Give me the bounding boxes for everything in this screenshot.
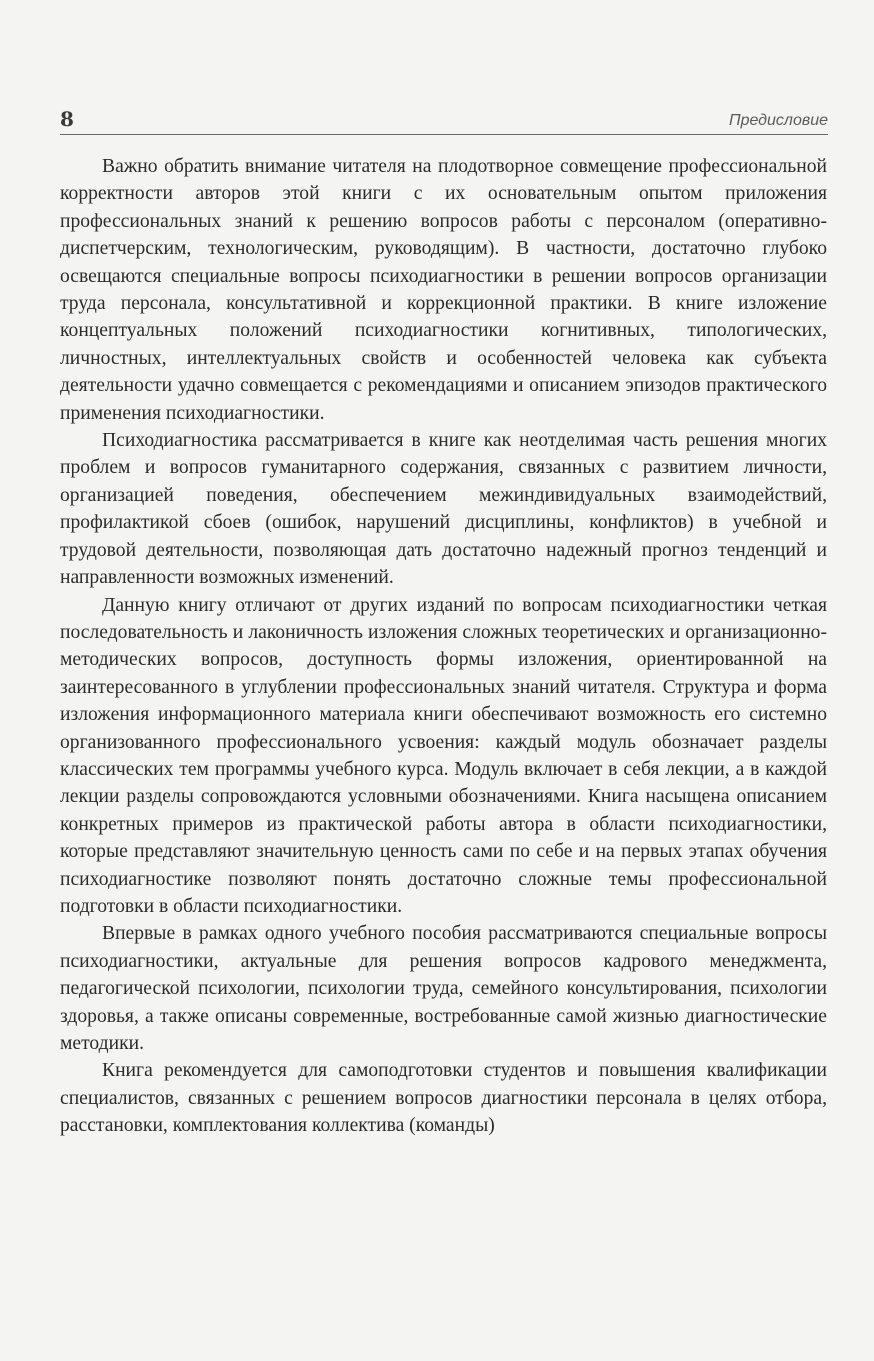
paragraph: Данную книгу отличают от других изданий по вопросам психодиагностики четкая последовательность и лаконичность изложения сложных теоретических и организационно-методических вопросов, доступность формы изложения, ориентированной на заинтересованного в углублении профессиональных знаний читателя. Структура и форма изложения информационного материала книги обеспечивают возможность его системно организованного профессионального усвоения: каждый модуль обозначает разделы классических тем программы учебного курса. Модуль включает в себя лекции, а в каждой лекции разделы сопровождаются условными обозначениями. Книга насыщена описанием конкретных примеров из практической работы автора в области психодиагностики, которые представляют значительную ценность сами по себе и на первых этапах обучения психодиагностике позволяют понять достаточно сложные темы профессиональной подготовки в области психодиагностики.	[60, 594, 827, 917]
page-number: 8	[60, 107, 74, 131]
paragraph: Психодиагностика рассматривается в книге как неотделимая часть решения многих проблем и вопросов гуманитарного содержания, связанных с развитием личности, организацией поведения, обеспечением межиндивидуальных взаимодействий, профилактикой сбоев (ошибок, нарушений дисциплины, конфликтов) в учебной и трудовой деятельности, позволяющая дать достаточно надежный прогноз тенденций и направленности возможных изменений.	[60, 430, 827, 589]
running-header	[60, 104, 828, 135]
paragraph: Впервые в рамках одного учебного пособия рассматриваются специальные вопросы психодиагностики, актуальные для решения вопросов кадрового менеджмента, педагогической психологии, психологии труда, семейного консультирования, психологии здоровья, а также описаны современные, востребованные самой жизнью диагностические методики.	[60, 923, 827, 1054]
section-title: Предисловие	[728, 112, 828, 129]
body-text	[60, 153, 827, 1140]
paragraph: Книга рекомендуется для самоподготовки студентов и повышения квалификации специалистов, связанных с решением вопросов диагностики персонала в целях отбора, расстановки, комплектования коллектива (команды)	[60, 1060, 827, 1137]
paragraph: Важно обратить внимание читателя на плодотворное совмещение профессиональной корректности авторов этой книги с их основательным опытом приложения профессиональных знаний к решению вопросов работы с персоналом (оперативно-диспетчерским, технологическим, руководящим). В частности, достаточно глубоко освещаются специальные вопросы психодиагностики в решении вопросов организации труда персонала, консультативной и коррекционной практики. В книге изложение концептуальных положений психодиагностики когнитивных, типологических, личностных, интеллектуальных свойств и особенностей человека как субъекта деятельности удачно совмещается с рекомендациями и описанием эпизодов практического применения психодиагностики.	[60, 156, 827, 424]
